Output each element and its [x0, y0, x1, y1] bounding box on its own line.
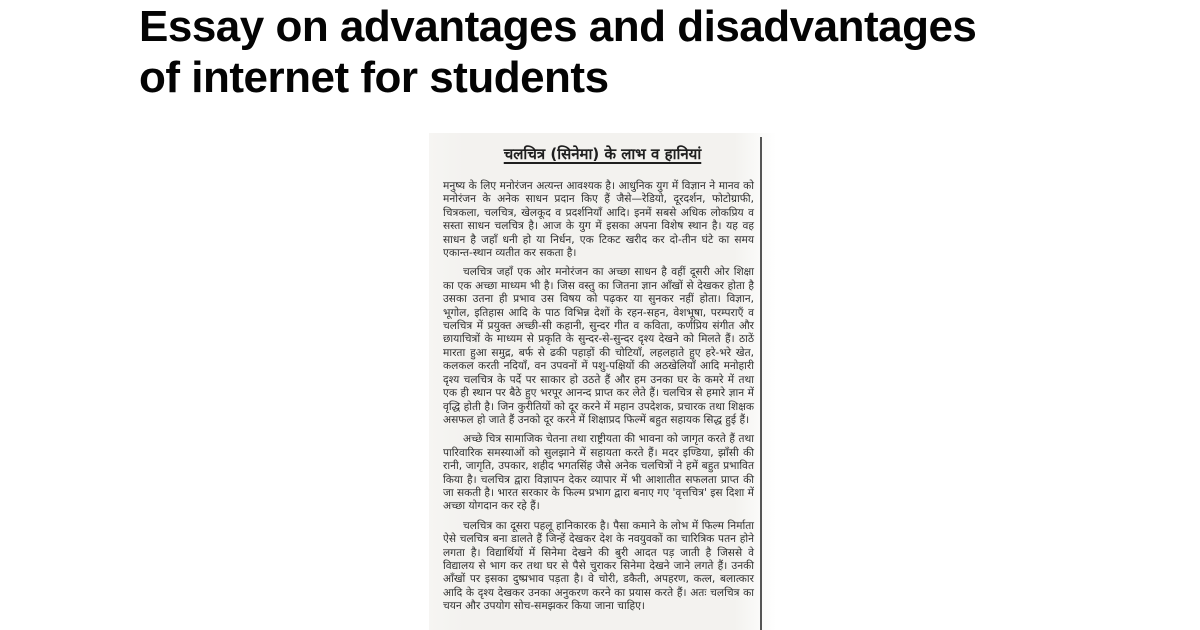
- page-title-line-1: Essay on advantages and disadvantages: [139, 2, 977, 51]
- essay-body: [443, 180, 754, 620]
- essay-paragraph: मनुष्य के लिए मनोरंजन अत्यन्त आवश्यक है। आधुनिक युग में विज्ञान ने मानव को मनोरंजन के अनेक साधन प्रदान किए हैं जैसे—रेडियो, दूरदर्शन, फोटोग्राफी, चित्रकला, चलचित्र, खेलकूद व प्रदर्शनियाँ आदि। इनमें सबसे अधिक लोकप्रिय व सस्ता साधन चलचित्र है। आज के युग में इसका अपना विशेष स्थान है। यह वह साधन है जहाँ धनी हो या निर्धन, एक टिकट खरीद कर दो-तीन घंटे का समय एकान्त-स्थान व्यतीत कर सकता है।: [443, 180, 754, 260]
- scanned-document: [429, 133, 776, 630]
- scanned-document-content: [429, 133, 776, 630]
- page-title-line-2: of internet for students: [139, 53, 609, 102]
- page-title: [139, 1, 1119, 103]
- essay-heading: चलचित्र (सिनेमा) के लाभ व हानियां: [503, 145, 702, 163]
- essay-paragraph: अच्छे चित्र सामाजिक चेतना तथा राष्ट्रीयता की भावना को जागृत करते हैं तथा पारिवारिक समस्याओं को सुलझाने में सहायता करते हैं। मदर इण्डिया, झाँसी की रानी, जागृति, उपकार, शहीद भगतसिंह जैसे अनेक चलचित्रों ने हमें बहुत प्रभावित किया है। चलचित्र द्वारा विज्ञापन देकर व्यापार में भी आशातीत सफलता प्राप्त की जा सकती है। भारत सरकार के फिल्म प्रभाग द्वारा बनाए गए 'वृत्तचित्र' इस दिशा में अच्छा योगदान कर रहे हैं।: [443, 433, 754, 513]
- page-edge-line: [760, 137, 762, 630]
- essay-paragraph: चलचित्र जहाँ एक ओर मनोरंजन का अच्छा साधन है वहीं दूसरी ओर शिक्षा का एक अच्छा माध्यम भी है। जिस वस्तु का जितना ज्ञान आँखों से देखकर होता है उसका उतना ही प्रभाव उस विषय को पढ़कर या सुनकर नहीं होता। विज्ञान, भूगोल, इतिहास आदि के पाठ विभिन्न देशों के रहन-सहन, वेशभूषा, परम्पराएँ व चलचित्र में प्रयुक्त अच्छी-सी कहानी, सुन्दर गीत व कविता, कर्णप्रिय संगीत और छायाचित्रों के माध्यम से प्रकृति के सुन्दर-से-सुन्दर दृश्य देखने को मिलते हैं। ठाठें मारता हुआ समुद्र, बर्फ से ढकी पहाड़ों की चोटियाँ, लहलहाते हुए हरे-भरे खेत, कलकल करती नदियाँ, वन उपवनों में पशु-पक्षियों की अठखेलियाँ आदि मनोहारी दृश्य चलचित्र के पर्दे पर साकार हो उठते हैं और हम उनका घर के कमरे में तथा एक ही स्थान पर बैठे हुए भरपूर आनन्द प्राप्त कर लेते हैं। चलचित्र से हमारे ज्ञान में वृद्धि होती है। जिन कुरीतियों को दूर करने में महान उपदेशक, प्रचारक तथा शिक्षक असफल हो जाते हैं उनको दूर करने में शिक्षाप्रद फिल्में बहुत सहायक सिद्ध हुई हैं।: [443, 266, 754, 426]
- essay-paragraph: चलचित्र का दूसरा पहलू हानिकारक है। पैसा कमाने के लोभ में फिल्म निर्माता ऐसे चलचित्र बना डालते हैं जिन्हें देखकर देश के नवयुवकों का चारित्रिक पतन होने लगता है। विद्यार्थियों में सिनेमा देखने की बुरी आदत पड़ जाती है जिससे वे विद्यालय से भाग कर तथा घर से पैसे चुराकर सिनेमा देखने जाने लगते हैं। उनकी आँखों पर इसका दुष्प्रभाव पड़ता है। वे चोरी, डकैती, अपहरण, कत्ल, बलात्कार आदि के दृश्य देखकर उनका अनुकरण करने का प्रयास करते हैं। अतः चलचित्र का चयन और उपयोग सोच-समझकर किया जाना चाहिए।: [443, 519, 754, 613]
